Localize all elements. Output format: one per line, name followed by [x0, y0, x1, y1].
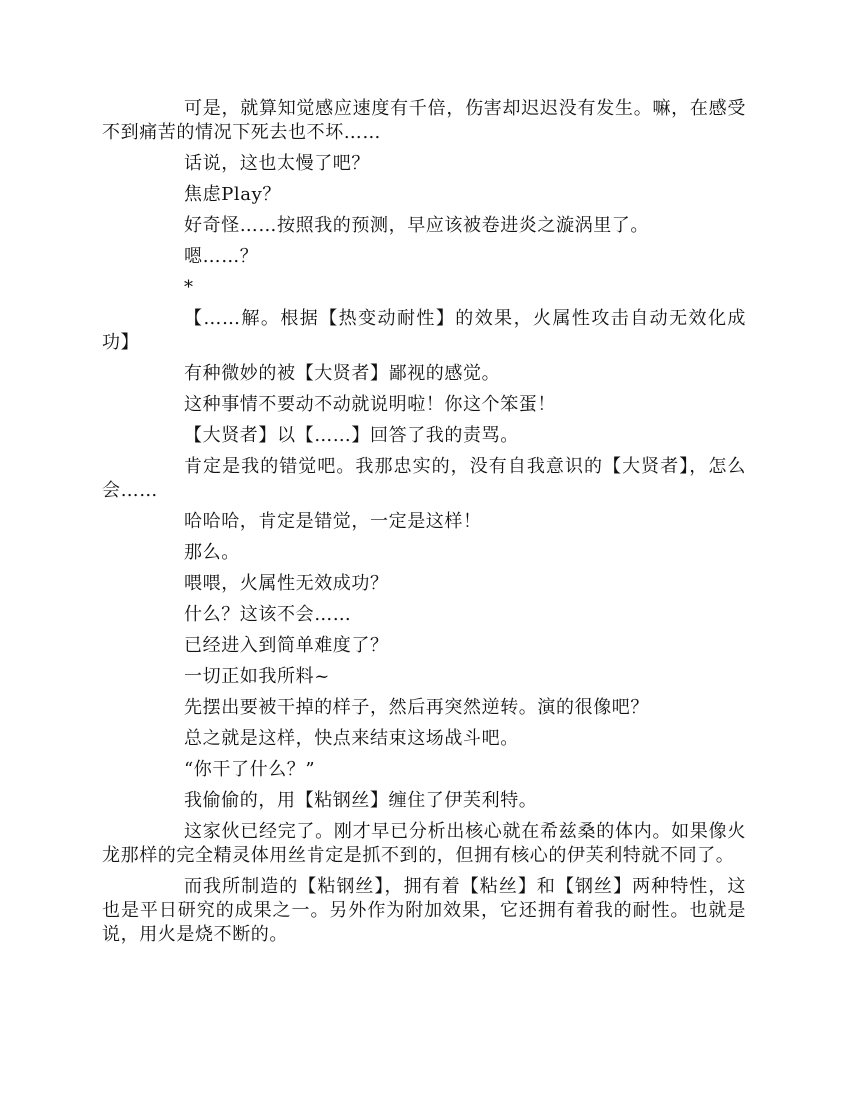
paragraph-7: 【……解。根据【热变动耐性】的效果，火属性攻击自动无效化成功】 — [102, 308, 746, 353]
paragraph-1: 可是，就算知觉感应速度有千倍，伤害却迟迟没有发生。嘛，在感受不到痛苦的情况下死去也不坏…… — [102, 98, 746, 143]
paragraph-13: 那么。 — [184, 542, 240, 563]
paragraph-12: 哈哈哈，肯定是错觉，一定是这样！ — [184, 511, 482, 532]
paragraph-9: 这种事情不要动不动就说明啦！你这个笨蛋！ — [184, 394, 556, 415]
paragraph-21: 我偷偷的，用【粘钢丝】缠住了伊芙利特。 — [184, 790, 538, 811]
paragraph-22: 这家伙已经完了。刚才早已分析出核心就在希兹桑的体内。如果像火龙那样的完全精灵体用丝肯定是抓不到的，但拥有核心的伊芙利特就不同了。 — [102, 821, 746, 866]
paragraph-4: 好奇怪……按照我的预测，早应该被卷进炎之漩涡里了。 — [184, 215, 649, 236]
scene-break: * — [184, 277, 194, 298]
paragraph-16: 已经进入到简单难度了？ — [184, 635, 389, 656]
document-body — [102, 97, 746, 954]
paragraph-20: “你干了什么？” — [184, 759, 316, 780]
paragraph-18: 先摆出要被干掉的样子，然后再突然逆转。演的很像吧？ — [184, 697, 649, 718]
paragraph-2: 话说，这也太慢了吧？ — [184, 153, 370, 174]
paragraph-5: 嗯……？ — [184, 246, 259, 267]
paragraph-19: 总之就是这样，快点来结束这场战斗吧。 — [184, 728, 519, 749]
paragraph-8: 有种微妙的被【大贤者】鄙视的感觉。 — [184, 363, 501, 384]
paragraph-23: 而我所制造的【粘钢丝】，拥有着【粘丝】和【钢丝】两种特性，这也是平日研究的成果之一。另外作为附加效果，它还拥有着我的耐性。也就是说，用火是烧不断的。 — [102, 876, 746, 945]
paragraph-3: 焦虑Play？ — [184, 184, 281, 205]
paragraph-10: 【大贤者】以【……】回答了我的责骂。 — [184, 425, 519, 446]
paragraph-15: 什么？这该不会…… — [184, 604, 352, 625]
paragraph-17: 一切正如我所料~ — [184, 666, 330, 687]
paragraph-14: 喂喂，火属性无效成功？ — [184, 573, 389, 594]
paragraph-11: 肯定是我的错觉吧。我那忠实的，没有自我意识的【大贤者】，怎么会…… — [102, 456, 746, 501]
